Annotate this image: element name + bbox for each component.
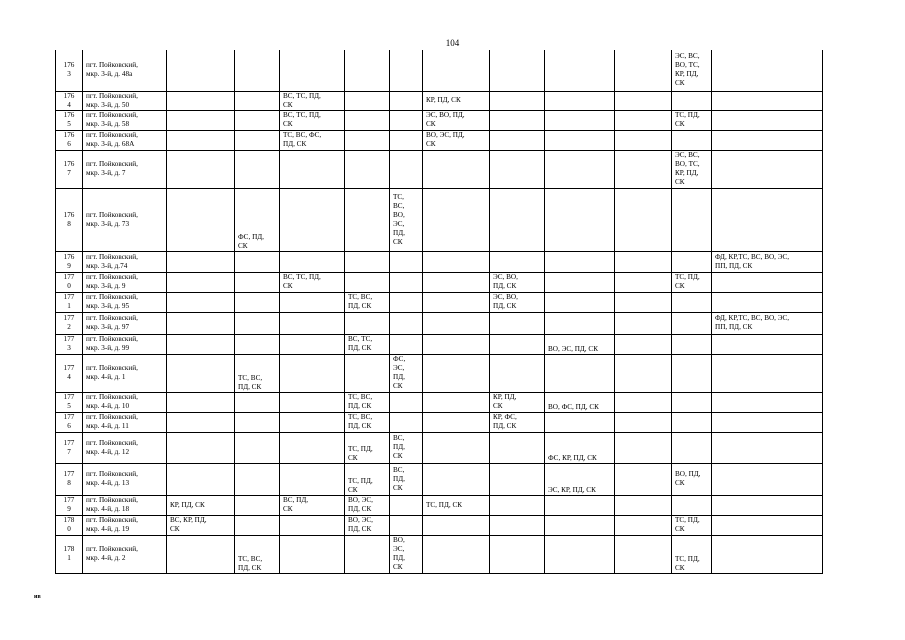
work-cell	[615, 91, 672, 110]
work-cell	[672, 334, 712, 354]
work-cell	[615, 535, 672, 573]
work-cell: ФД, КР,ТС, ВС, ВО, ЭС, ПП, ПД, СК	[712, 251, 823, 272]
work-cell	[545, 91, 615, 110]
row-number: 177 9	[56, 495, 83, 515]
work-cell	[235, 272, 280, 292]
work-cell	[423, 392, 490, 412]
work-cell	[545, 188, 615, 251]
work-cell	[672, 432, 712, 463]
work-cell: КР, ПД, СК	[423, 91, 490, 110]
work-cell	[167, 354, 235, 392]
work-cell	[712, 495, 823, 515]
work-cell	[712, 515, 823, 535]
work-cell	[167, 50, 235, 91]
work-cell	[712, 110, 823, 130]
work-cell	[280, 463, 345, 495]
table-row	[56, 272, 823, 292]
work-cell	[345, 130, 390, 150]
row-number: 177 8	[56, 463, 83, 495]
work-cell	[280, 251, 345, 272]
work-cell: ВС, ТС, ПД, СК	[280, 272, 345, 292]
work-cell	[545, 130, 615, 150]
work-cell	[345, 312, 390, 334]
work-cell	[345, 50, 390, 91]
row-number: 178 1	[56, 535, 83, 573]
table-row	[56, 188, 823, 251]
work-cell	[545, 535, 615, 573]
work-cell	[490, 50, 545, 91]
work-cell	[390, 272, 423, 292]
work-cell	[615, 150, 672, 188]
work-cell	[280, 312, 345, 334]
work-cell: ФС, ПД, СК	[235, 188, 280, 251]
work-cell: ТС, ВС, ПД, СК	[235, 535, 280, 573]
work-cell: ТС, ПД, СК	[345, 463, 390, 495]
work-cell	[280, 188, 345, 251]
work-cell	[235, 392, 280, 412]
work-cell	[390, 495, 423, 515]
address-cell: пгт. Пойковский, мкр. 3-й, д.74	[83, 251, 167, 272]
work-cell	[167, 91, 235, 110]
work-cell: ВО, ПД, СК	[672, 463, 712, 495]
work-cell	[235, 130, 280, 150]
work-cell: ВО, ЭС, ПД, СК	[423, 130, 490, 150]
table-row	[56, 495, 823, 515]
row-number: 176 6	[56, 130, 83, 150]
work-cell	[672, 312, 712, 334]
row-number: 176 7	[56, 150, 83, 188]
work-cell	[490, 334, 545, 354]
work-cell	[235, 110, 280, 130]
work-cell: ФД, КР,ТС, ВС, ВО, ЭС, ПП, ПД, СК	[712, 312, 823, 334]
work-cell	[423, 354, 490, 392]
work-cell	[390, 251, 423, 272]
table-row	[56, 312, 823, 334]
work-cell	[235, 495, 280, 515]
address-cell: пгт. Пойковский, мкр. 3-й, д. 50	[83, 91, 167, 110]
work-cell	[235, 463, 280, 495]
work-cell	[490, 110, 545, 130]
work-cell: ВС, ТС, ПД, СК	[345, 334, 390, 354]
work-cell	[712, 354, 823, 392]
address-cell: пгт. Пойковский, мкр. 4-й, д. 11	[83, 412, 167, 432]
work-cell	[712, 535, 823, 573]
work-cell: ТС, ВС, ПД, СК	[345, 412, 390, 432]
work-cell: ТС, ПД, СК	[672, 515, 712, 535]
work-cell	[423, 150, 490, 188]
work-cell	[345, 354, 390, 392]
work-cell	[235, 412, 280, 432]
work-cell: ТС, ПД, СК	[672, 535, 712, 573]
work-cell	[615, 515, 672, 535]
address-cell: пгт. Пойковский, мкр. 3-й, д. 58	[83, 110, 167, 130]
work-cell	[390, 150, 423, 188]
work-cell	[545, 354, 615, 392]
work-cell	[712, 130, 823, 150]
row-number: 177 0	[56, 272, 83, 292]
work-cell	[167, 188, 235, 251]
work-cell	[712, 334, 823, 354]
row-number: 178 0	[56, 515, 83, 535]
work-cell	[712, 432, 823, 463]
address-cell: пгт. Пойковский, мкр. 3-й, д. 99	[83, 334, 167, 354]
work-cell	[235, 91, 280, 110]
work-cell: ТС, ВС, ПД, СК	[345, 292, 390, 312]
address-cell: пгт. Пойковский, мкр. 3-й, д. 97	[83, 312, 167, 334]
work-cell	[490, 354, 545, 392]
address-cell: пгт. Пойковский, мкр. 4-й, д. 2	[83, 535, 167, 573]
work-cell	[423, 334, 490, 354]
work-cell: ТС, ПД, СК	[672, 110, 712, 130]
table-row	[56, 91, 823, 110]
row-number: 177 3	[56, 334, 83, 354]
work-cell	[423, 272, 490, 292]
work-cell	[423, 50, 490, 91]
work-cell: ВС, ТС, ПД, СК	[280, 110, 345, 130]
work-cell: ТС, ВС, ПД, СК	[235, 354, 280, 392]
work-cell	[712, 292, 823, 312]
work-cell	[712, 272, 823, 292]
work-cell: ЭС, ВС, ВО, ТС, КР, ПД, СК	[672, 150, 712, 188]
work-cell	[235, 251, 280, 272]
work-cell	[545, 251, 615, 272]
work-cell	[235, 50, 280, 91]
work-cell	[672, 251, 712, 272]
work-cell	[423, 312, 490, 334]
table-row	[56, 334, 823, 354]
work-cell: ВС, ПД, СК	[390, 432, 423, 463]
work-cell	[490, 463, 545, 495]
work-cell	[167, 292, 235, 312]
work-cell	[490, 130, 545, 150]
row-number: 176 4	[56, 91, 83, 110]
work-cell: ЭС, ВО, ПД, СК	[423, 110, 490, 130]
work-cell	[235, 515, 280, 535]
work-cell	[390, 312, 423, 334]
address-cell: пгт. Пойковский, мкр. 4-й, д. 10	[83, 392, 167, 412]
work-cell: КР, ФС, ПД, СК	[490, 412, 545, 432]
work-cell	[167, 463, 235, 495]
work-cell	[390, 292, 423, 312]
work-cell	[345, 91, 390, 110]
work-cell	[345, 272, 390, 292]
work-cell	[712, 150, 823, 188]
address-cell: пгт. Пойковский, мкр. 3-й, д. 95	[83, 292, 167, 312]
work-cell	[235, 312, 280, 334]
work-cell	[390, 50, 423, 91]
work-cell	[490, 432, 545, 463]
address-cell: пгт. Пойковский, мкр. 4-й, д. 12	[83, 432, 167, 463]
work-cell: ЭС, ВО, ПД, СК	[490, 272, 545, 292]
work-cell	[423, 292, 490, 312]
work-cell	[545, 412, 615, 432]
work-cell	[390, 91, 423, 110]
work-cell	[235, 432, 280, 463]
work-cell	[423, 188, 490, 251]
work-cell: КР, ПД, СК	[167, 495, 235, 515]
work-cell: ВС, ПД, СК	[280, 495, 345, 515]
table-row	[56, 251, 823, 272]
work-cell	[672, 495, 712, 515]
work-cell	[545, 110, 615, 130]
work-cell	[167, 392, 235, 412]
work-cell	[167, 110, 235, 130]
work-cell: ВО, ЭС, ПД, СК	[345, 515, 390, 535]
page-number: 104	[445, 38, 460, 48]
row-number: 177 7	[56, 432, 83, 463]
work-cell	[345, 150, 390, 188]
work-cell	[615, 432, 672, 463]
work-cell	[167, 130, 235, 150]
work-cell	[167, 535, 235, 573]
work-cell	[615, 272, 672, 292]
row-number: 176 5	[56, 110, 83, 130]
footer-mark: ив	[34, 594, 41, 600]
table-row	[56, 50, 823, 91]
address-cell: пгт. Пойковский, мкр. 3-й, д. 68А	[83, 130, 167, 150]
work-cell	[280, 150, 345, 188]
work-cell	[672, 412, 712, 432]
table-row	[56, 463, 823, 495]
table-row	[56, 130, 823, 150]
work-cell	[545, 312, 615, 334]
work-cell	[615, 130, 672, 150]
address-cell: пгт. Пойковский, мкр. 3-й, д. 7	[83, 150, 167, 188]
work-cell: ВО, ЭС, ПД, СК	[390, 535, 423, 573]
work-cell	[672, 188, 712, 251]
table-row	[56, 412, 823, 432]
work-cell	[490, 515, 545, 535]
work-cell	[672, 292, 712, 312]
work-cell	[390, 110, 423, 130]
work-cell	[615, 188, 672, 251]
row-number: 176 8	[56, 188, 83, 251]
work-cell: ТС, ВС, ВО, ЭС, ПД, СК	[390, 188, 423, 251]
work-cell	[167, 432, 235, 463]
address-cell: пгт. Пойковский, мкр. 4-й, д. 13	[83, 463, 167, 495]
address-cell: пгт. Пойковский, мкр. 3-й, д. 9	[83, 272, 167, 292]
work-cell	[712, 412, 823, 432]
work-cell	[615, 110, 672, 130]
work-cell: ТС, ПД, СК	[345, 432, 390, 463]
work-cell	[167, 251, 235, 272]
work-cell	[423, 515, 490, 535]
work-cell	[615, 334, 672, 354]
work-cell	[280, 412, 345, 432]
work-cell	[615, 251, 672, 272]
work-cell	[545, 150, 615, 188]
work-cell	[390, 392, 423, 412]
work-cell	[345, 110, 390, 130]
table-row	[56, 515, 823, 535]
address-cell: пгт. Пойковский, мкр. 3-й, д. 73	[83, 188, 167, 251]
address-cell: пгт. Пойковский, мкр. 3-й, д. 48а	[83, 50, 167, 91]
work-cell	[345, 251, 390, 272]
work-cell	[615, 312, 672, 334]
row-number: 177 2	[56, 312, 83, 334]
work-cell	[672, 91, 712, 110]
work-cell	[712, 50, 823, 91]
work-cell	[280, 392, 345, 412]
work-cell	[167, 150, 235, 188]
work-cell	[280, 515, 345, 535]
work-cell	[672, 354, 712, 392]
work-cell	[615, 463, 672, 495]
work-cell	[545, 50, 615, 91]
table-row	[56, 354, 823, 392]
work-cell	[235, 292, 280, 312]
work-cell: ТС, ПД, СК	[672, 272, 712, 292]
work-cell	[712, 392, 823, 412]
work-cell	[615, 292, 672, 312]
work-cell	[490, 535, 545, 573]
work-cell	[615, 495, 672, 515]
work-cell: ВС, ПД, СК	[390, 463, 423, 495]
work-cell	[390, 412, 423, 432]
work-cell: ВО, ЭС, ПД, СК	[545, 334, 615, 354]
work-cell	[423, 463, 490, 495]
work-cell	[390, 515, 423, 535]
work-cell	[235, 334, 280, 354]
work-cell	[280, 292, 345, 312]
row-number: 177 6	[56, 412, 83, 432]
work-cell: ЭС, КР, ПД, СК	[545, 463, 615, 495]
work-cell	[235, 150, 280, 188]
work-cell: ВС, ТС, ПД, СК	[280, 91, 345, 110]
work-cell	[712, 91, 823, 110]
work-cell: ФС, ЭС, ПД, СК	[390, 354, 423, 392]
row-number: 176 9	[56, 251, 83, 272]
row-number: 177 1	[56, 292, 83, 312]
row-number: 177 5	[56, 392, 83, 412]
work-cell	[280, 334, 345, 354]
work-cell	[490, 91, 545, 110]
address-cell: пгт. Пойковский, мкр. 4-й, д. 18	[83, 495, 167, 515]
work-cell	[280, 535, 345, 573]
table-row	[56, 392, 823, 412]
row-number: 176 3	[56, 50, 83, 91]
work-cell	[615, 392, 672, 412]
work-cell	[390, 130, 423, 150]
work-cell	[345, 188, 390, 251]
work-cell: КР, ПД, СК	[490, 392, 545, 412]
work-cell: ЭС, ВС, ВО, ТС, КР, ПД, СК	[672, 50, 712, 91]
work-cell	[345, 535, 390, 573]
work-cell	[545, 495, 615, 515]
work-cell	[167, 312, 235, 334]
work-cell	[280, 50, 345, 91]
work-cell: ТС, ВС, ПД, СК	[345, 392, 390, 412]
work-cell	[490, 251, 545, 272]
work-cell	[390, 334, 423, 354]
work-cell: ВО, ФС, ПД, СК	[545, 392, 615, 412]
work-cell	[423, 432, 490, 463]
works-table	[55, 50, 823, 574]
work-cell	[423, 412, 490, 432]
work-cell	[615, 354, 672, 392]
table-row	[56, 110, 823, 130]
work-cell	[672, 130, 712, 150]
work-cell	[545, 292, 615, 312]
table-row	[56, 432, 823, 463]
table-row	[56, 150, 823, 188]
work-cell	[167, 412, 235, 432]
table-row	[56, 292, 823, 312]
work-cell	[280, 354, 345, 392]
work-cell: ВО, ЭС, ПД, СК	[345, 495, 390, 515]
work-cell	[672, 392, 712, 412]
work-cell: ТС, ВС, ФС, ПД, СК	[280, 130, 345, 150]
work-cell	[423, 535, 490, 573]
work-cell: ВС, КР, ПД, СК	[167, 515, 235, 535]
work-cell	[615, 50, 672, 91]
work-cell	[615, 412, 672, 432]
address-cell: пгт. Пойковский, мкр. 4-й, д. 1	[83, 354, 167, 392]
work-cell	[490, 188, 545, 251]
work-cell	[490, 312, 545, 334]
work-cell	[423, 251, 490, 272]
work-cell	[280, 432, 345, 463]
work-cell	[167, 334, 235, 354]
work-cell	[712, 188, 823, 251]
work-cell	[490, 495, 545, 515]
work-cell: ТС, ПД, СК	[423, 495, 490, 515]
work-cell	[712, 463, 823, 495]
address-cell: пгт. Пойковский, мкр. 4-й, д. 19	[83, 515, 167, 535]
work-cell: ФС, КР, ПД, СК	[545, 432, 615, 463]
work-cell	[167, 272, 235, 292]
work-cell	[545, 515, 615, 535]
work-cell	[545, 272, 615, 292]
row-number: 177 4	[56, 354, 83, 392]
table-row	[56, 535, 823, 573]
work-cell	[490, 150, 545, 188]
work-cell: ЭС, ВО, ПД, СК	[490, 292, 545, 312]
